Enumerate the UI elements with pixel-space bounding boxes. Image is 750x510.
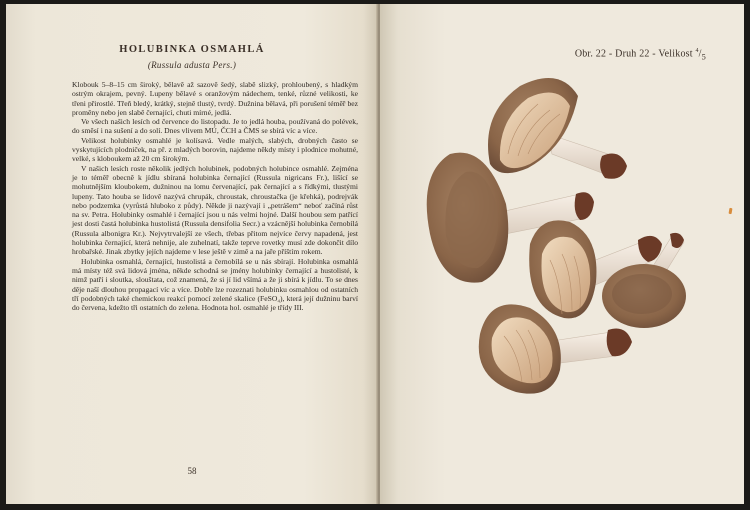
body-text [72, 80, 358, 312]
left-page [6, 4, 378, 504]
paragraph: Klobouk 5–8–15 cm široký, bělavě až sazově šedý, slabě slizký, prohloubený, s hladkým ostrým okrajem, pevný. Lupeny bělavé s oranžovým nádechem, tenké, různé velikosti, ke třeni přirostlé. Třeň bledý, krátký, stejně tlustý, tvrdý. Dužnina bělavá, při porušení téměř bez proměny nebo jen slabě černající, chuti mírné, jedlá. [72, 80, 358, 117]
paragraph: Holubinka osmahlá, černající, hustolistá a černobílá se u nás sbírají. Holubinka osmahlá má místy též svá lidová jména, někde schodná se jmény holubinky černající a hustolisté, k nimž patří i sloutka, slouštata, což znamená, že si jí lid všímá a že ji sbírá k jídlu. To se dnes děje naší dlouhou propagací víc a více. Dobře lze rozeznati holubinku osmahlou od ostatních tří podobných také chemickou reakcí pomocí zelené skalice (FeSO₄), která její dužninu barví do červena, kdežto tři ostatních do zelena. Hodnota hol. osmahlé je třídy III. [72, 256, 358, 313]
latin-name: (Russula adusta Pers.) [147, 60, 237, 70]
right-page [380, 4, 744, 504]
plate-caption: Obr. 22 - Druh 22 - Velikost $^4/_5$ [574, 48, 706, 62]
open-book [3, 4, 745, 504]
paragraph: V našich lesích roste několik jedlých holubinek, podobných holubince osmahlé. Zejména je to téměř obecně k jídlu sbíraná holubinka černající (Russula nigricans Fr.), lišící se mohutnějším kloubokem, dužninou na lomu červenající, pak černající a s řídkými, tlustými lupeny. Tato houba se lidově nazývá chrupák, chroustak, chroustačka (je křehká), podrejvák nebo podzemka (vyrůstá hluboko z půdy). Někde ji nazývají i „petrášem“ neboť začíná růst na sv. Petra. Holubinky osmahlé i černající jsou u nás velmi hojné. Další houbou sem patřící jest dosti častá holubinka hustolistá (Russula densifolia Secr.) a vzácnější holubinka černobílá (Russula albonigra Kr.). Nejvytrvalejší ze všech, třebas přitom nejvíce červy napadená, jest holubinka černající, která nehnije, ale zuhelnatí, takže teprve rovetky musí zde dokončit dílo hrobařské. Jinak zbytky jejích najdeme v lese ještě v zimě a na jaře příštím rokem. [72, 163, 358, 257]
mushroom-illustration [380, 4, 744, 504]
paragraph: Ve všech našich lesích od července do listopadu. Je to jedlá houba, používaná do polévek, do směsí i na sušení a do solí. Dnes vlivem MÚ, ČCH a ČMS se sbírá víc a více. [72, 117, 358, 136]
mushroom-top [488, 78, 627, 179]
page-number: 58 [187, 466, 197, 476]
page-title: HOLUBINKA OSMAHLÁ [119, 44, 265, 55]
scale-denominator: 5 [701, 52, 706, 62]
mushroom-bottom [479, 304, 632, 393]
caption-text: Obr. 22 - Druh 22 - Velikost [574, 48, 696, 60]
paragraph: Velikost holubinky osmahlé je kolísavá. Vedle malých, slabých, drobných často se vyskytujících plodniček, na př. z mladých borovin, najdeme někdy místy i plodnice mohutné, velké, s kloboukem až 20 cm širokým. [72, 135, 358, 164]
scale-numerator: 4 [695, 48, 699, 54]
